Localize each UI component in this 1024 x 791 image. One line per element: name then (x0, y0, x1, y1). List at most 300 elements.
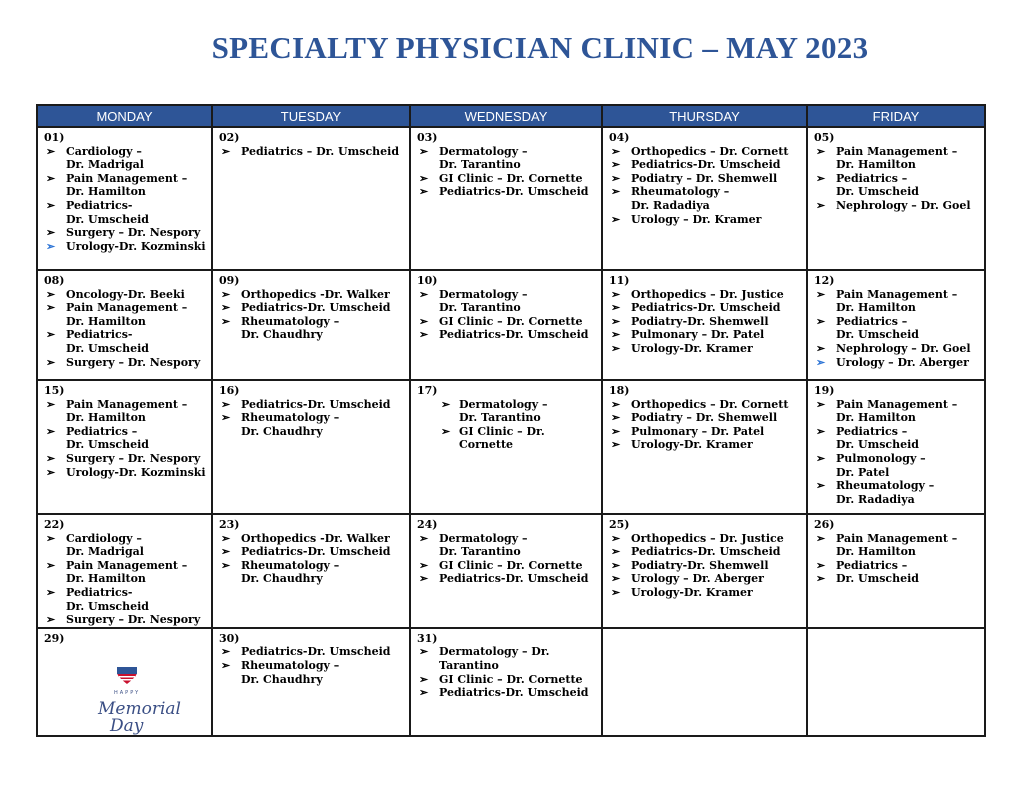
appointment-list (44, 288, 207, 370)
appointment-list (417, 532, 597, 586)
appointment-item (609, 145, 802, 159)
appointment-text: Pediatrics-Dr. Umscheid (241, 397, 391, 411)
appointment-text: Pediatrics – Dr. Umscheid (66, 424, 149, 452)
appointment-text: Urology – Dr. Kramer (631, 212, 762, 226)
appointment-text: Orthopedics -Dr. Walker (241, 531, 390, 545)
appointment-text: Urology-Dr. Kozminski (66, 465, 206, 479)
day-cell (410, 380, 602, 514)
bullet-arrow-icon: ➢ (46, 239, 56, 253)
bullet-arrow-icon: ➢ (441, 424, 451, 438)
week-row (37, 380, 985, 514)
holiday-happy-text: HAPPY (114, 690, 141, 697)
day-cell (602, 380, 807, 514)
appointment-text: Podiatry-Dr. Shemwell (631, 558, 769, 572)
appointment-item (44, 172, 207, 199)
appointment-item (814, 315, 980, 342)
bullet-arrow-icon: ➢ (221, 144, 231, 158)
bullet-arrow-icon: ➢ (611, 171, 621, 185)
bullet-arrow-icon: ➢ (46, 451, 56, 465)
appointment-text: Pulmonary – Dr. Patel (631, 328, 765, 342)
bullet-arrow-icon: ➢ (419, 185, 429, 199)
day-cell (602, 514, 807, 628)
appointment-item (44, 226, 207, 240)
day-cell (410, 127, 602, 270)
appointment-text: Surgery – Dr. Nespory (66, 355, 201, 369)
appointment-item (609, 172, 802, 186)
appointment-text: Pain Management – Dr. Hamilton (66, 171, 188, 199)
appointment-item (44, 240, 207, 254)
appointment-list (814, 398, 980, 507)
bullet-arrow-icon: ➢ (46, 558, 56, 572)
bullet-arrow-icon: ➢ (611, 531, 621, 545)
weekday-header: THURSDAY (602, 105, 807, 127)
appointment-text: Cardiology – Dr. Madrigal (66, 144, 144, 172)
weekday-header: WEDNESDAY (410, 105, 602, 127)
day-number: 17) (417, 384, 438, 397)
appointment-item (219, 659, 405, 686)
bullet-arrow-icon: ➢ (611, 144, 621, 158)
bullet-arrow-icon: ➢ (611, 158, 621, 172)
day-cell (807, 514, 985, 628)
appointment-text: Podiatry – Dr. Shemwell (631, 171, 778, 185)
day-cell (212, 628, 410, 736)
appointment-text: Rheumatology – Dr. Chaudhry (241, 558, 340, 586)
bullet-arrow-icon: ➢ (611, 301, 621, 315)
bullet-arrow-icon: ➢ (611, 212, 621, 226)
day-number: 05) (814, 131, 835, 144)
appointment-item (609, 438, 802, 452)
appointment-item (219, 145, 405, 159)
appointment-text: Pulmonary – Dr. Patel (631, 424, 765, 438)
appointment-text: Podiatry – Dr. Shemwell (631, 411, 778, 425)
memorial-day-logo (96, 667, 181, 736)
day-cell (410, 514, 602, 628)
bullet-arrow-icon: ➢ (46, 531, 56, 545)
appointment-item (814, 145, 980, 172)
appointment-item (219, 559, 405, 586)
appointment-list (814, 288, 980, 370)
appointment-item (814, 452, 980, 479)
appointment-text: Nephrology – Dr. Goel (836, 198, 971, 212)
weekday-header-row (37, 105, 985, 127)
week-row (37, 270, 985, 380)
bullet-arrow-icon: ➢ (221, 287, 231, 301)
bullet-arrow-icon: ➢ (221, 397, 231, 411)
appointment-text: Pediatrics- Dr. Umscheid (66, 198, 149, 226)
appointment-item (417, 559, 597, 573)
day-cell (212, 270, 410, 380)
appointment-item (609, 288, 802, 302)
bullet-arrow-icon: ➢ (611, 397, 621, 411)
bullet-arrow-icon: ➢ (419, 686, 429, 700)
appointment-list (417, 145, 597, 199)
bullet-arrow-icon: ➢ (816, 451, 826, 465)
day-number: 11) (609, 274, 630, 287)
appointment-text: Oncology-Dr. Beeki (66, 287, 185, 301)
day-cell (212, 514, 410, 628)
appointment-text: Pediatrics- Dr. Umscheid (66, 585, 149, 613)
day-number: 24) (417, 518, 438, 531)
appointment-item (417, 185, 597, 199)
holiday-memorial-text: Memorial (98, 698, 181, 719)
day-cell (37, 514, 212, 628)
bullet-arrow-icon: ➢ (221, 545, 231, 559)
appointment-list (814, 532, 980, 586)
bullet-arrow-icon: ➢ (611, 185, 621, 199)
appointment-text: Pain Management – Dr. Hamilton (66, 301, 188, 328)
calendar-table (36, 104, 986, 737)
appointment-item (609, 545, 802, 559)
appointment-text: Rheumatology – Dr. Chaudhry (241, 658, 340, 686)
appointment-item (609, 411, 802, 425)
bullet-arrow-icon: ➢ (816, 558, 826, 572)
bullet-arrow-icon: ➢ (611, 287, 621, 301)
bullet-arrow-icon: ➢ (816, 314, 826, 328)
appointment-item (814, 288, 980, 315)
bullet-arrow-icon: ➢ (46, 613, 56, 627)
day-number: 16) (219, 384, 240, 397)
appointment-text: Surgery – Dr. Nespory (66, 613, 201, 627)
bullet-arrow-icon: ➢ (221, 411, 231, 425)
appointment-text: GI Clinic – Dr. Cornette (439, 558, 583, 572)
appointment-text: Surgery – Dr. Nespory (66, 226, 201, 240)
appointment-text: Urology – Dr. Aberger (631, 572, 764, 586)
appointment-list (417, 645, 597, 699)
bullet-arrow-icon: ➢ (816, 287, 826, 301)
appointment-text: Pain Management – Dr. Hamilton (836, 287, 958, 315)
appointment-text: Pediatrics-Dr. Umscheid (439, 572, 589, 586)
bullet-arrow-icon: ➢ (611, 558, 621, 572)
appointment-list (219, 532, 405, 586)
day-number: 25) (609, 518, 630, 531)
appointment-text: Pediatrics-Dr. Umscheid (241, 545, 391, 559)
appointment-text: Rheumatology – Dr. Chaudhry (241, 314, 340, 342)
appointment-item (417, 172, 597, 186)
day-number: 18) (609, 384, 630, 397)
appointment-item (417, 673, 597, 687)
appointment-list (44, 145, 207, 254)
appointment-item (814, 172, 980, 199)
bullet-arrow-icon: ➢ (611, 545, 621, 559)
appointment-item (219, 411, 405, 438)
day-cell (37, 270, 212, 380)
appointment-text: Pediatrics-Dr. Umscheid (631, 158, 781, 172)
bullet-arrow-icon: ➢ (419, 572, 429, 586)
appointment-item (814, 425, 980, 452)
day-number: 03) (417, 131, 438, 144)
appointment-item (814, 572, 980, 586)
appointment-text: Pain Management – Dr. Hamilton (836, 531, 958, 559)
bullet-arrow-icon: ➢ (816, 572, 826, 586)
appointment-text: Urology-Dr. Kozminski (66, 239, 206, 253)
bullet-arrow-icon: ➢ (611, 314, 621, 328)
appointment-item (609, 328, 802, 342)
appointment-item (44, 425, 207, 452)
bullet-arrow-icon: ➢ (221, 531, 231, 545)
bullet-arrow-icon: ➢ (816, 171, 826, 185)
bullet-arrow-icon: ➢ (611, 341, 621, 355)
appointment-item (219, 288, 405, 302)
appointment-text: GI Clinic – Dr. Cornette (439, 314, 583, 328)
appointment-text: Urology-Dr. Kramer (631, 438, 753, 452)
bullet-arrow-icon: ➢ (611, 411, 621, 425)
appointment-text: Surgery – Dr. Nespory (66, 451, 201, 465)
appointment-item (417, 328, 597, 342)
bullet-arrow-icon: ➢ (221, 314, 231, 328)
appointment-item (417, 425, 597, 452)
appointment-item (44, 452, 207, 466)
day-number: 09) (219, 274, 240, 287)
appointment-item (609, 342, 802, 356)
appointment-item (609, 398, 802, 412)
appointment-text: Pediatrics – Dr. Umscheid (241, 144, 400, 158)
appointment-list (219, 288, 405, 342)
appointment-list (609, 288, 802, 356)
appointment-text: Pediatrics – Dr. Umscheid (836, 171, 919, 199)
bullet-arrow-icon: ➢ (46, 301, 56, 315)
day-number: 29) (44, 631, 65, 645)
weekday-header: FRIDAY (807, 105, 985, 127)
appointment-item (814, 356, 980, 370)
appointment-text: Rheumatology – Dr. Radadiya (836, 479, 935, 506)
appointment-item (219, 545, 405, 559)
appointment-text: Pediatrics – Dr. Umscheid (836, 314, 919, 342)
day-number: 04) (609, 131, 630, 144)
appointment-item (219, 532, 405, 546)
appointment-item (417, 315, 597, 329)
appointment-text: Pediatrics-Dr. Umscheid (631, 545, 781, 559)
day-cell (212, 380, 410, 514)
appointment-list (814, 145, 980, 213)
day-cell (37, 380, 212, 514)
appointment-text: Rheumatology – Dr. Chaudhry (241, 411, 340, 438)
appointment-text: Pulmonology – Dr. Patel (836, 451, 926, 479)
day-number: 12) (814, 274, 835, 287)
day-number: 23) (219, 518, 240, 531)
appointment-text: Urology-Dr. Kramer (631, 585, 753, 599)
appointment-text: Pain Management – Dr. Hamilton (836, 397, 958, 425)
day-number: 01) (44, 131, 65, 144)
appointment-item (814, 199, 980, 213)
day-number: 31) (417, 631, 438, 645)
appointment-item (219, 315, 405, 342)
appointment-item (417, 532, 597, 559)
appointment-item (44, 613, 207, 627)
appointment-item (44, 586, 207, 613)
appointment-item (417, 288, 597, 315)
day-number: 08) (44, 274, 65, 287)
day-number: 15) (44, 384, 65, 397)
bullet-arrow-icon: ➢ (611, 424, 621, 438)
bullet-arrow-icon: ➢ (816, 479, 826, 493)
bullet-arrow-icon: ➢ (611, 328, 621, 342)
appointment-item (44, 301, 207, 328)
appointment-item (609, 572, 802, 586)
appointment-text: Pain Management – Dr. Hamilton (66, 397, 188, 425)
appointment-list (219, 145, 405, 159)
appointment-text: Orthopedics -Dr. Walker (241, 287, 390, 301)
page-title: SPECIALTY PHYSICIAN CLINIC – MAY 2023 (211, 30, 869, 65)
bullet-arrow-icon: ➢ (419, 144, 429, 158)
bullet-arrow-icon: ➢ (46, 287, 56, 301)
day-number: 22) (44, 518, 65, 531)
week-row (37, 514, 985, 628)
appointment-item (44, 199, 207, 226)
appointment-list (219, 645, 405, 686)
appointment-item (417, 145, 597, 172)
appointment-text: GI Clinic – Dr. Cornette (459, 424, 545, 452)
bullet-arrow-icon: ➢ (419, 171, 429, 185)
appointment-text: Pediatrics-Dr. Umscheid (241, 301, 391, 315)
appointment-item (219, 398, 405, 412)
day-number: 30) (219, 631, 240, 645)
appointment-text: Urology – Dr. Aberger (836, 355, 969, 369)
bullet-arrow-icon: ➢ (221, 658, 231, 672)
day-cell (807, 380, 985, 514)
appointment-item (417, 645, 597, 672)
day-cell (212, 127, 410, 270)
bullet-arrow-icon: ➢ (46, 226, 56, 240)
appointment-text: Orthopedics – Dr. Justice (631, 531, 784, 545)
appointment-item (44, 145, 207, 172)
appointment-item (417, 686, 597, 700)
appointment-item (44, 532, 207, 559)
appointment-text: Dermatology – Dr. Tarantino (459, 397, 548, 425)
day-cell (602, 628, 807, 736)
appointment-item (44, 328, 207, 355)
appointment-text: GI Clinic – Dr. Cornette (439, 171, 583, 185)
appointment-item (44, 398, 207, 425)
appointment-list (609, 145, 802, 227)
appointment-text: Pediatrics-Dr. Umscheid (439, 686, 589, 700)
appointment-text: Dermatology – Dr. Tarantino (439, 645, 550, 672)
bullet-arrow-icon: ➢ (46, 144, 56, 158)
bullet-arrow-icon: ➢ (816, 355, 826, 369)
appointment-text: Orthopedics – Dr. Cornett (631, 144, 789, 158)
appointment-list (44, 398, 207, 480)
bullet-arrow-icon: ➢ (419, 287, 429, 301)
appointment-item (609, 425, 802, 439)
appointment-text: Dermatology – Dr. Tarantino (439, 531, 528, 559)
appointment-list (609, 398, 802, 452)
day-cell (602, 127, 807, 270)
appointment-text: Pediatrics – Dr. Umscheid (836, 424, 919, 452)
appointment-item (44, 466, 207, 480)
bullet-arrow-icon: ➢ (46, 585, 56, 599)
appointment-item (44, 288, 207, 302)
appointment-text: Dr. Umscheid (836, 572, 919, 586)
appointment-item (609, 301, 802, 315)
bullet-arrow-icon: ➢ (419, 314, 429, 328)
week-row (37, 127, 985, 270)
appointment-item (609, 559, 802, 573)
day-cell (807, 127, 985, 270)
appointment-text: Cardiology – Dr. Madrigal (66, 531, 144, 559)
bullet-arrow-icon: ➢ (46, 328, 56, 342)
bullet-arrow-icon: ➢ (816, 198, 826, 212)
bullet-arrow-icon: ➢ (816, 424, 826, 438)
appointment-text: Pediatrics-Dr. Umscheid (439, 328, 589, 342)
appointment-item (609, 315, 802, 329)
appointment-text: Rheumatology – Dr. Radadiya (631, 185, 730, 212)
bullet-arrow-icon: ➢ (419, 645, 429, 659)
calendar-body (37, 127, 985, 736)
bullet-arrow-icon: ➢ (816, 531, 826, 545)
appointment-item (44, 559, 207, 586)
appointment-item (219, 645, 405, 659)
bullet-arrow-icon: ➢ (46, 465, 56, 479)
bullet-arrow-icon: ➢ (419, 328, 429, 342)
appointment-item (609, 586, 802, 600)
day-number: 26) (814, 518, 835, 531)
appointment-item (417, 572, 597, 586)
bullet-arrow-icon: ➢ (611, 585, 621, 599)
day-number: 02) (219, 131, 240, 144)
day-cell (410, 270, 602, 380)
appointment-item (44, 356, 207, 370)
bullet-arrow-icon: ➢ (816, 341, 826, 355)
appointment-text: Nephrology – Dr. Goel (836, 341, 971, 355)
appointment-item (417, 398, 597, 425)
appointment-list (417, 398, 597, 452)
appointment-item (814, 559, 980, 573)
appointment-text: Podiatry-Dr. Shemwell (631, 314, 769, 328)
bullet-arrow-icon: ➢ (611, 438, 621, 452)
bullet-arrow-icon: ➢ (611, 572, 621, 586)
appointment-text: Pain Management – Dr. Hamilton (836, 144, 958, 172)
day-number: 19) (814, 384, 835, 397)
day-number: 10) (417, 274, 438, 287)
day-cell (37, 628, 212, 736)
bullet-arrow-icon: ➢ (46, 171, 56, 185)
bullet-arrow-icon: ➢ (221, 558, 231, 572)
holiday-day-text: Day (110, 715, 144, 736)
appointment-text: Pediatrics- Dr. Umscheid (66, 328, 149, 355)
appointment-list (219, 398, 405, 439)
appointment-list (609, 532, 802, 600)
appointment-text: Orthopedics – Dr. Justice (631, 287, 784, 301)
bullet-arrow-icon: ➢ (441, 397, 451, 411)
bullet-arrow-icon: ➢ (221, 645, 231, 659)
appointment-list (44, 532, 207, 627)
bullet-arrow-icon: ➢ (816, 144, 826, 158)
appointment-item (814, 342, 980, 356)
bullet-arrow-icon: ➢ (816, 397, 826, 411)
appointment-text: Pain Management – Dr. Hamilton (66, 558, 188, 586)
day-cell (807, 628, 985, 736)
bullet-arrow-icon: ➢ (46, 424, 56, 438)
appointment-item (814, 398, 980, 425)
week-row (37, 628, 985, 736)
appointment-item (814, 532, 980, 559)
appointment-text: Dermatology – Dr. Tarantino (439, 287, 528, 315)
appointment-item (814, 479, 980, 506)
day-cell (602, 270, 807, 380)
appointment-text: Pediatrics-Dr. Umscheid (241, 645, 391, 659)
appointment-text: Pediatrics – (836, 558, 908, 572)
flag-heart-icon (117, 667, 137, 685)
appointment-item (609, 532, 802, 546)
appointment-text: Orthopedics – Dr. Cornett (631, 397, 789, 411)
bullet-arrow-icon: ➢ (419, 672, 429, 686)
appointment-text: Dermatology – Dr. Tarantino (439, 144, 528, 172)
appointment-text: Pediatrics-Dr. Umscheid (631, 301, 781, 315)
appointment-list (417, 288, 597, 342)
weekday-header: TUESDAY (212, 105, 410, 127)
appointment-item (609, 213, 802, 227)
bullet-arrow-icon: ➢ (46, 397, 56, 411)
bullet-arrow-icon: ➢ (221, 301, 231, 315)
